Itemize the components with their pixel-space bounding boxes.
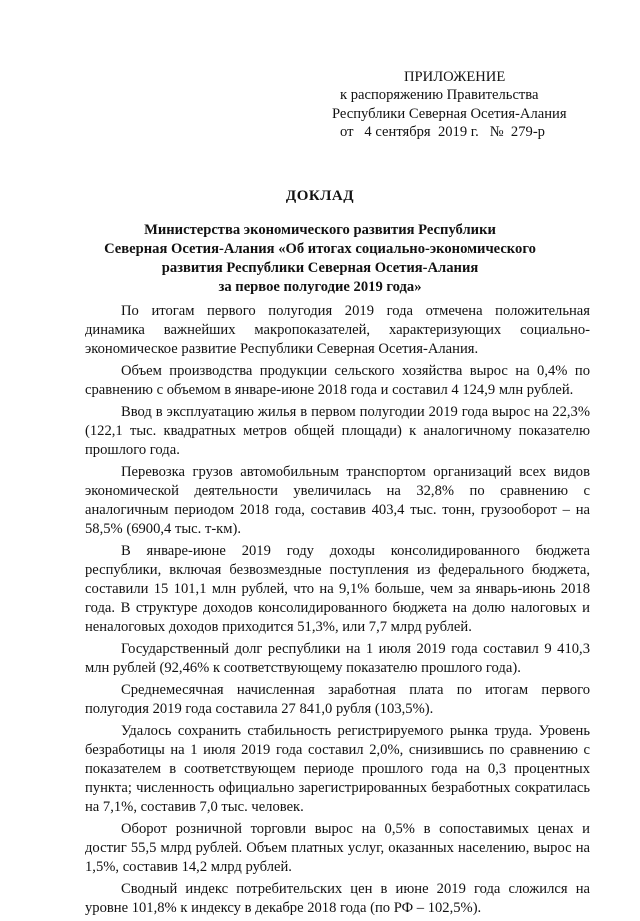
appendix-block xyxy=(332,68,602,142)
paragraph-agriculture: Объем производства продукции сельского хозяйства вырос на 0,4% по сравнению с объемом в январе-июне 2018 года и составил 4 124,9 млн рублей. xyxy=(85,363,590,398)
paragraph-debt: Государственный долг республики на 1 июля 2019 года составил 9 410,3 млн рублей (92,46% к соответствующему показателю прошлого года). xyxy=(85,641,590,676)
paragraph-intro: По итогам первого полугодия 2019 года отмечена положительная динамика важнейших макропоказателей, характеризующих социально-экономическое развитие Республики Северная Осетия-Алания. xyxy=(85,303,590,357)
report-subtitle-line: за первое полугодие 2019 года» xyxy=(218,279,422,295)
report-subtitle-line: развития Республики Северная Осетия-Алания xyxy=(161,260,479,276)
paragraph-wages: Среднемесячная начисленная заработная плата по итогам первого полугодия 2019 года составила 27 841,0 рубля (103,5%). xyxy=(85,682,590,717)
appendix-line-2: Республики Северная Осетия-Алания xyxy=(332,105,567,122)
paragraph-retail: Оборот розничной торговли вырос на 0,5% в сопоставимых ценах и достиг 55,5 млрд рублей. Объем платных услуг, оказанных населению, вырос на 1,5%, составив 14,2 млрд рублей. xyxy=(85,821,590,875)
paragraph-prices: Сводный индекс потребительских цен в июне 2019 года сложился на уровне 101,8% к индексу в декабре 2018 года (по РФ – 102,5%). xyxy=(85,881,590,916)
appendix-line-3: от 4 сентября 2019 г. № 279-р xyxy=(340,124,545,141)
report-subtitle-line: Министерства экономического развития Республики xyxy=(144,222,496,238)
paragraph-labor-market: Удалось сохранить стабильность регистрируемого рынка труда. Уровень безработицы на 1 июля 2019 года составил 2,0%, снизившись по сравнению с показателем в соответствующем периоде прошлого года на 0,3 процентных пункта; численность официально зарегистрированных безработных сократилась на 7,1%, составив 7,0 тыс. человек. xyxy=(85,723,590,815)
report-title: ДОКЛАД xyxy=(285,188,355,204)
report-subtitle xyxy=(100,221,540,297)
paragraph-housing: Ввод в эксплуатацию жилья в первом полугодии 2019 года вырос на 22,3% (122,1 тыс. квадратных метров общей площади) к аналогичному показателю прошлого года. xyxy=(85,404,590,458)
report-subtitle-line: Северная Осетия-Алания «Об итогах социально-экономического xyxy=(104,241,536,257)
paragraph-freight: Перевозка грузов автомобильным транспортом организаций всех видов экономической деятельности увеличилась на 32,8% по сравнению с аналогичным периодом 2018 года, составив 403,4 тыс. тонн, грузооборот – на 58,5% (6900,4 тыс. т-км). xyxy=(85,464,590,537)
appendix-title: ПРИЛОЖЕНИЕ xyxy=(404,69,506,85)
report-body xyxy=(85,302,590,921)
appendix-line-1: к распоряжению Правительства xyxy=(340,87,539,104)
paragraph-budget: В январе-июне 2019 году доходы консолидированного бюджета республики, включая безвозмездные поступления из федерального бюджета, составили 15 101,1 млн рублей, что на 9,1% больше, чем за январь-июнь 2018 года. В структуре доходов консолидированного бюджета на долю налоговых и неналоговых доходов приходится 51,3%, или 7,7 млрд рублей. xyxy=(85,543,590,635)
